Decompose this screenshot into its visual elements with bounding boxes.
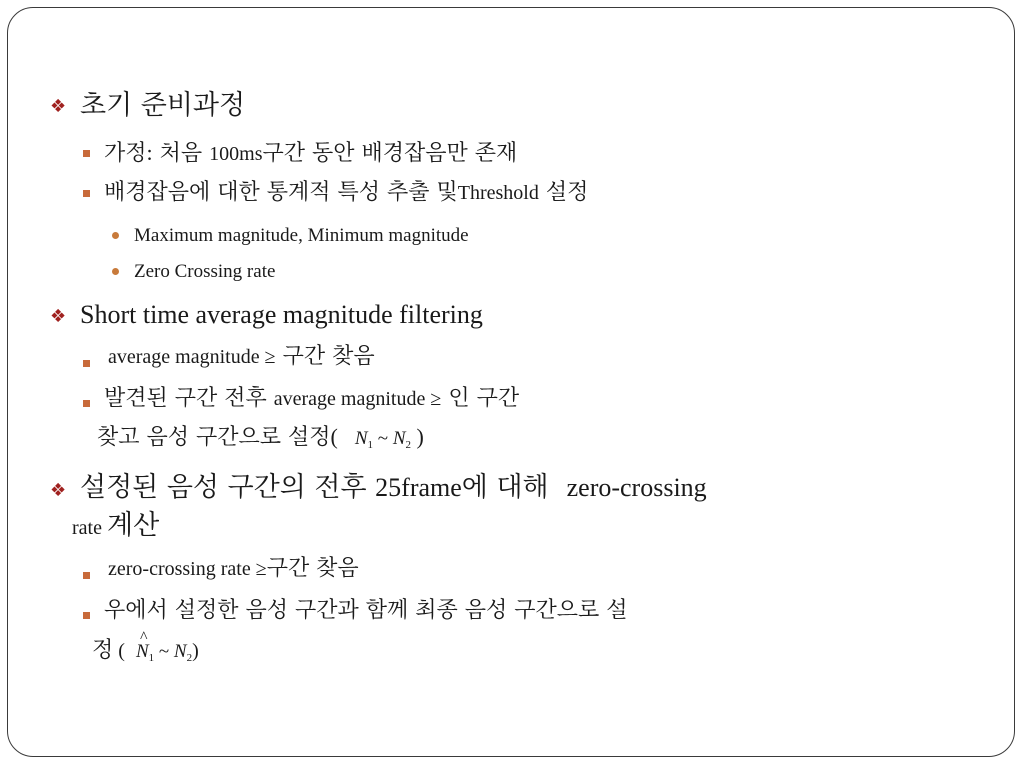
square-bullet-icon [83,400,90,407]
bullet-3-1-part-2: 구간 찾음 [266,556,359,581]
bullet-2-label: Short time average magnitude filtering [80,300,483,329]
bullet-2-2-close-paren: ) [411,424,424,449]
n2-symbol: N [173,641,187,662]
n2-subscript: 2 [186,652,193,664]
bullet-3-part-1: 설정된 음성 구간의 전후 [80,472,376,503]
bullet-1-2-text [104,182,588,204]
range-n1-n2 [355,428,411,449]
diamond-bullet-icon: ❖ [50,96,67,117]
bullet-2-text [80,302,483,328]
square-bullet-icon [83,190,90,197]
bullet-1-1-part-5: 구간 동안 배경잡음만 존재 [262,141,518,166]
bullet-3-1-text [108,558,359,580]
tilde-symbol: ~ [154,641,174,662]
n1-symbol: N [354,428,368,449]
bullet-1-2-2-text [134,262,275,281]
bullet-2-2-continuation [97,426,424,451]
bullet-3-2-label: 우에서 설정한 음성 구간과 함께 최종 음성 구간으로 설 [104,598,628,623]
bullet-3-cont-part-1: rate [72,517,107,539]
bullet-1-2-part-2: Threshold [457,182,539,204]
n1-subscript: 1 [367,439,374,451]
n1-hat-subscript: 1 [148,652,155,664]
bullet-2-2-open-paren: ( [330,424,338,449]
bullet-3-2-close-paren: ) [192,640,199,662]
bullet-3-text [80,474,707,501]
bullet-3-part-2: 25frame [375,473,462,502]
bullet-1-text [80,92,245,119]
bullet-2-2-cont-text: 찾고 음성 구간으로 설정 [97,425,331,450]
bullet-3-continuation [72,512,159,539]
bullet-3-cont-part-2: 계산 [106,510,160,541]
tilde-symbol: ~ [373,428,393,449]
bullet-1-1-part-2: : [146,140,153,165]
bullet-2-1-text [108,346,375,368]
bullet-1-label: 초기 준비과정 [80,90,246,121]
bullet-3-2-continuation [92,640,199,664]
bullet-1-1-part-3: 처음 [152,141,210,166]
bullet-2-2-part-2: average magnitude ≥ [273,388,442,410]
bullet-1-2-part-1: 배경잡음에 대한 통계적 특성 추출 및 [104,180,458,205]
n2-symbol: N [392,428,406,449]
bullet-3-part-3: 에 대해 [461,472,549,503]
diamond-bullet-icon: ❖ [50,306,67,327]
range-n1hat-n2 [136,641,192,662]
bullet-3-part-4: zero-crossing [566,473,707,502]
n1-hat-symbol: ^ N [136,642,149,661]
square-bullet-icon [83,150,90,157]
bullet-1-2-1-label: Maximum magnitude, Minimum magnitude [134,225,469,246]
bullet-1-2-2-label: Zero Crossing rate [134,261,276,282]
square-bullet-icon [83,612,90,619]
square-bullet-icon [83,360,90,367]
bullet-3-2-text [104,600,628,622]
dot-bullet-icon [112,268,119,275]
bullet-2-2-text [104,388,519,410]
bullet-3-1-part-1: zero-crossing rate ≥ [108,558,267,580]
diamond-bullet-icon: ❖ [50,480,67,501]
bullet-3-2-open-paren: ( [113,640,125,662]
bullet-2-1-part-1: average magnitude ≥ [108,346,276,368]
n2-subscript: 2 [405,439,411,451]
bullet-1-1-part-1: 가정 [104,141,147,166]
square-bullet-icon [83,572,90,579]
bullet-1-1-text [104,142,517,165]
dot-bullet-icon [112,232,119,239]
bullet-1-2-part-3: 설정 [538,180,589,205]
bullet-3-2-cont-text: 정 [92,638,114,663]
bullet-1-1-part-4: 100ms [209,143,263,165]
bullet-2-2-part-1: 발견된 구간 전후 [104,386,274,411]
bullet-2-2-part-3: 인 구간 [441,386,520,411]
bullet-2-1-part-2: 구간 찾음 [275,344,375,369]
bullet-1-2-1-text [134,226,469,245]
